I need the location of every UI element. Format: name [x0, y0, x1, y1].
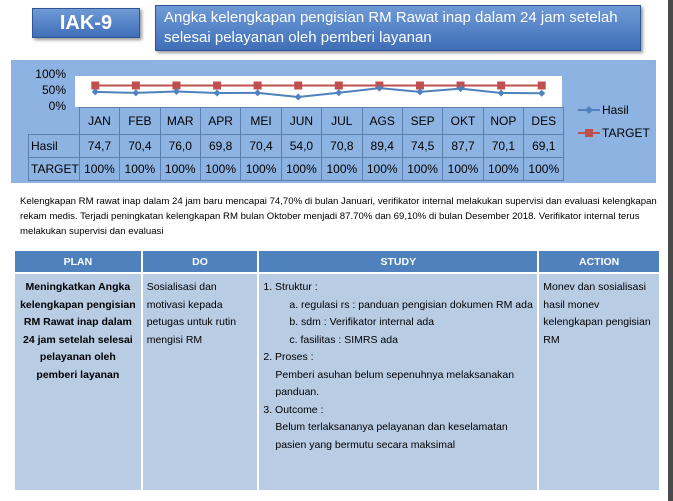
hasil-value: 89,4: [362, 135, 402, 158]
action-cell: Monev dan sosialisasi hasil monev kelengkapan pengisian RM: [538, 273, 660, 491]
data-point: [254, 89, 261, 96]
legend-target: TARGET: [578, 126, 650, 140]
header-do: DO: [142, 250, 259, 273]
y-tick: 0%: [48, 99, 66, 113]
data-point: [213, 82, 221, 90]
study-item: a. regulasi rs : panduan pengisian dokumen RM ada: [289, 298, 533, 311]
hasil-value: 74,7: [79, 135, 119, 158]
month-header: AGS: [362, 108, 402, 135]
target-value: 100%: [79, 158, 119, 181]
target-value: 100%: [160, 158, 200, 181]
hasil-value: 70,4: [241, 135, 281, 158]
data-point: [214, 90, 221, 97]
data-point: [538, 82, 546, 90]
slide-edge: [668, 0, 673, 501]
legend-hasil: Hasil: [578, 103, 629, 117]
slide-title: Angka kelengkapan pengisian RM Rawat inap dalam 24 jam setelah selesai pelayanan oleh pemberi layanan: [155, 5, 641, 51]
study-item: c. fasilitas : SIMRS ada: [289, 333, 398, 346]
data-point: [132, 82, 140, 90]
hasil-value: 87,7: [443, 135, 483, 158]
target-value: 100%: [483, 158, 523, 181]
target-value: 100%: [443, 158, 483, 181]
data-point: [91, 82, 99, 90]
month-header: NOP: [483, 108, 523, 135]
header-action: ACTION: [538, 250, 660, 273]
hasil-value: 69,8: [200, 135, 240, 158]
data-point: [497, 82, 505, 90]
data-point: [335, 82, 343, 90]
hasil-value: 70,1: [483, 135, 523, 158]
study-item: Pemberi asuhan belum sepenuhnya melaksanakan panduan.: [275, 368, 515, 398]
data-point: [335, 89, 342, 96]
month-header: SEP: [402, 108, 442, 135]
month-header: FEB: [120, 108, 160, 135]
data-point: [538, 90, 545, 97]
target-value: 100%: [402, 158, 442, 181]
pdca-table: [13, 249, 661, 492]
analysis-paragraph: Kelengkapan RM rawat inap dalam 24 jam baru mencapai 74,70% di bulan Januari, verifikator internal melakukan supervisi dan evaluasi kelengkapan rekam medis. Terjadi peningkatan kelengkapan RM bulan Oktober menjadi 87.70% dan 69,10% di bulan Desember 2018. Verifikator internal terus melakukan supervisi dan evaluasi: [20, 196, 657, 237]
month-header: DES: [524, 108, 564, 135]
header-study: STUDY: [258, 250, 538, 273]
data-point: [498, 89, 505, 96]
study-item: 3. Outcome :: [263, 403, 324, 416]
y-tick: 100%: [35, 67, 66, 81]
header-plan: PLAN: [14, 250, 142, 273]
target-value: 100%: [281, 158, 321, 181]
series-line-hasil: [95, 88, 541, 97]
do-cell: Sosialisasi dan motivasi kepada petugas untuk rutin mengisi RM: [142, 273, 259, 491]
study-item: 1. Struktur :: [263, 281, 318, 293]
hasil-value: 70,4: [120, 135, 160, 158]
hasil-value: 54,0: [281, 135, 321, 158]
hasil-value: 70,8: [322, 135, 362, 158]
hasil-value: 69,1: [524, 135, 564, 158]
data-point: [295, 94, 302, 101]
month-header: OKT: [443, 108, 483, 135]
indicator-code: IAK-9: [32, 8, 140, 38]
plot-area: [75, 76, 562, 107]
target-value: 100%: [241, 158, 281, 181]
study-item: Belum terlaksananya pelayanan dan keselamatan pasien yang bermutu secara maksimal: [275, 421, 508, 451]
target-value: 100%: [524, 158, 564, 181]
month-header: JUN: [281, 108, 321, 135]
hasil-value: 76,0: [160, 135, 200, 158]
month-header: JUL: [322, 108, 362, 135]
hasil-value: 74,5: [402, 135, 442, 158]
legend-line-icon: [578, 105, 600, 115]
target-value: 100%: [200, 158, 240, 181]
study-item: 2. Proses :: [263, 351, 314, 363]
target-value: 100%: [322, 158, 362, 181]
month-header: JAN: [79, 108, 119, 135]
y-tick: 50%: [41, 83, 66, 97]
data-point: [254, 82, 262, 90]
target-value: 100%: [120, 158, 160, 181]
chart-data-table: [28, 107, 564, 181]
study-cell: [258, 273, 538, 491]
row-label: TARGET: [29, 158, 80, 181]
month-header: MEI: [241, 108, 281, 135]
data-point: [132, 89, 139, 96]
study-item: b. sdm : Verifikator internal ada: [289, 316, 435, 328]
legend-line-icon: [578, 128, 600, 138]
data-point: [416, 82, 424, 90]
month-header: APR: [200, 108, 240, 135]
data-point: [294, 82, 302, 90]
month-header: MAR: [160, 108, 200, 135]
target-value: 100%: [362, 158, 402, 181]
plan-cell: Meningkatkan Angka kelengkapan pengisian RM Rawat inap dalam 24 jam setelah selesai pelayanan oleh pemberi layanan: [14, 273, 142, 491]
row-label: Hasil: [29, 135, 80, 158]
